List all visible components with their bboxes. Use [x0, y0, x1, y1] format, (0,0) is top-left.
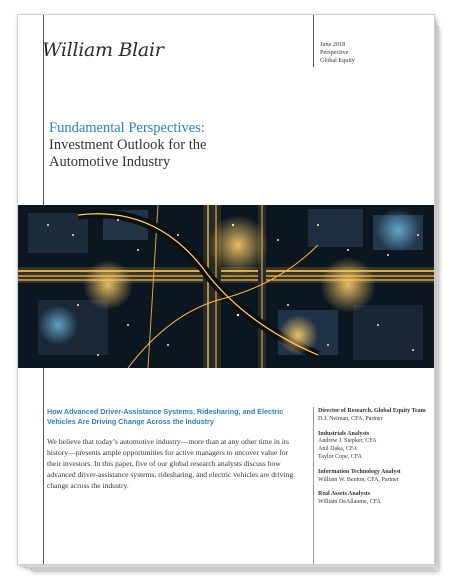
sidebar-rule: [313, 407, 314, 564]
title-line-3: Automotive Industry: [49, 154, 171, 170]
intro-paragraph: We believe that today’s automotive industry—more than at any other time in its history—presents ample opportunities for active managers to uncover value for their investors. In this paper, five of our global research analysts discuss how advanced driver-assistance systems, ridesharing, and electric vehicles are driving change across the industry.: [47, 437, 294, 490]
header-rule: [313, 15, 314, 67]
title-highlight: Fundamental Perspectives:: [49, 120, 205, 136]
contact-title: Industrials Analysts: [318, 430, 370, 437]
contact-name: Andrew J. Siepker, CFA: [318, 438, 377, 445]
aerial-city-photo: [18, 205, 434, 368]
contact-title: Information Technology Analyst: [318, 468, 401, 475]
contact-name: William W. Benton, CFA, Partner: [318, 476, 399, 483]
contact-name: D.J. Neiman, CFA, Partner: [318, 415, 383, 422]
document-title: [49, 120, 299, 171]
contact-group: [318, 469, 428, 485]
contact-title: Real Assets Analysts: [318, 491, 371, 498]
document-meta: [320, 41, 355, 65]
contact-title: Director of Research, Global Equity Team: [318, 408, 426, 414]
contact-group: [318, 491, 428, 507]
contact-group: [318, 431, 428, 462]
meta-team: Global Equity: [320, 57, 355, 64]
lead-heading: How Advanced Driver-Assistance Systems, Ridesharing, and Electric Vehicles Are Driving Change Across the Industry: [47, 407, 284, 426]
document-page: [17, 14, 435, 565]
contact-name: William DeAllaume, CFA: [318, 499, 381, 506]
contact-group: [318, 408, 428, 424]
title-line-2: Investment Outlook for the: [49, 137, 207, 153]
william-blair-logo: William Blair: [42, 39, 164, 61]
meta-date: June 2018: [320, 41, 346, 48]
contact-name: Taylor Cope, CFA: [318, 453, 362, 460]
contact-name: Anil Daka, CFA: [318, 446, 358, 453]
meta-type: Perspective: [320, 49, 349, 56]
analyst-sidebar: [318, 408, 428, 514]
